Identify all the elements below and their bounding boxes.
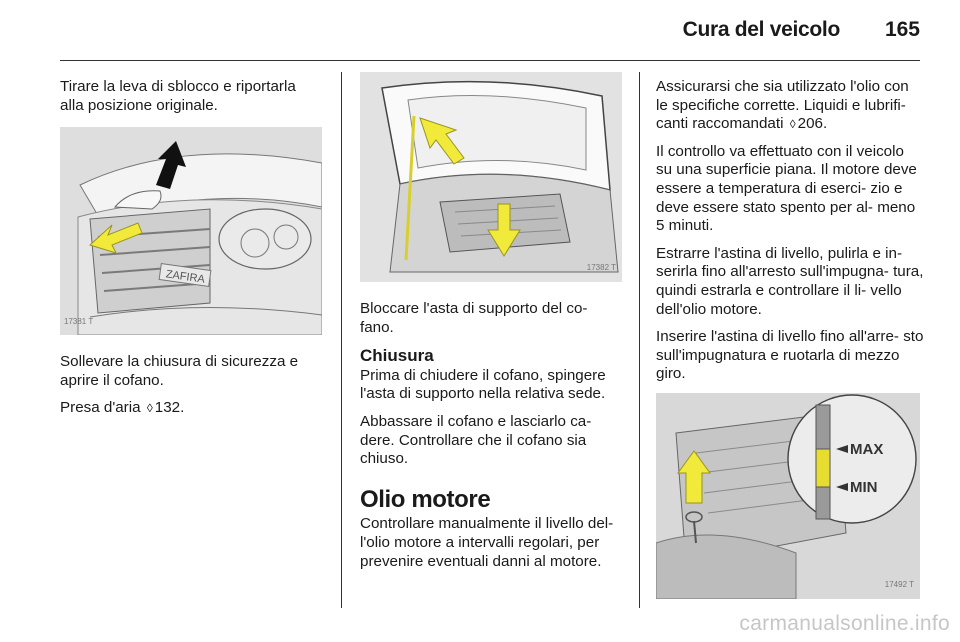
page-number: 165 xyxy=(884,18,920,41)
paragraph-lock-rod: Bloccare l'asta di supporto del co- fano. xyxy=(360,300,588,336)
column-2 xyxy=(360,78,622,580)
paragraph-air-intake: Presa d'aria ◊ 132. xyxy=(60,399,185,417)
paragraph-dipstick-pull: Estrarre l'astina di livello, pulirla e in- serirla fino all'arresto sull'impugna- tura, quindi estrarla e controllare il li- vello dell'olio motore. xyxy=(656,244,924,318)
cross-reference-page[interactable]: 206. xyxy=(797,115,828,133)
figure-code: 17492 T xyxy=(884,580,914,590)
paragraph-release-lever: Tirare la leva di sblocco e riportarla alla posizione originale. xyxy=(60,78,296,114)
figure-hood-support-rod xyxy=(360,72,622,282)
heading-closing: Chiusura xyxy=(360,346,434,366)
hood-open-illustration xyxy=(360,72,622,282)
paragraph-level-surface: Il controllo va effettuato con il veicolo su una superficie piana. Il motore deve essere a temperatura di eserci- zio e deve essere stato spento per al- meno 5 minuti. xyxy=(656,142,917,235)
dipstick-illustration xyxy=(656,393,920,599)
heading-engine-oil: Olio motore xyxy=(360,485,491,513)
figure-dipstick xyxy=(656,393,920,599)
cross-reference-icon: ◊ xyxy=(146,401,153,416)
header-divider xyxy=(60,60,920,61)
cross-reference-icon: ◊ xyxy=(789,117,796,132)
paragraph-dipstick-insert: Inserire l'astina di livello fino all'arre- sto sull'impugnatura e ruotarla di mezzo giro. xyxy=(656,328,924,383)
hood-release-illustration xyxy=(60,127,322,335)
watermark: carmanualsonline.info xyxy=(739,612,950,635)
column-3 xyxy=(656,78,924,617)
section-title: Cura del veicolo xyxy=(682,18,840,41)
paragraph-closing-rod: Prima di chiudere il cofano, spingere l'asta di supporto nella relativa sede. xyxy=(360,366,606,403)
cross-reference-page[interactable]: 132. xyxy=(154,399,185,417)
zafira-badge: ZAFIRA xyxy=(165,268,206,286)
column-divider-1 xyxy=(341,72,342,608)
paragraph-oil-check: Controllare manualmente il livello del- l'olio motore a intervalli regolari, per prevenire eventuali danni al motore. xyxy=(360,515,614,570)
min-label: MIN xyxy=(850,478,878,496)
max-label: MAX xyxy=(850,440,884,458)
column-1 xyxy=(60,78,322,427)
figure-code: 17382 T xyxy=(586,263,616,273)
paragraph-safety-catch: Sollevare la chiusura di sicurezza e aprire il cofano. xyxy=(60,353,299,389)
paragraph-oil-spec: Assicurarsi che sia utilizzato l'olio con le specifiche corrette. Liquidi e lubrifi- canti raccomandati ◊ 206. xyxy=(656,78,909,133)
column-divider-2 xyxy=(639,72,640,608)
paragraph-closing-drop: Abbassare il cofano e lasciarlo ca- dere. Controllare che il cofano sia chiuso. xyxy=(360,412,592,468)
figure-hood-release xyxy=(60,127,322,335)
figure-code: 17381 T xyxy=(64,316,94,326)
